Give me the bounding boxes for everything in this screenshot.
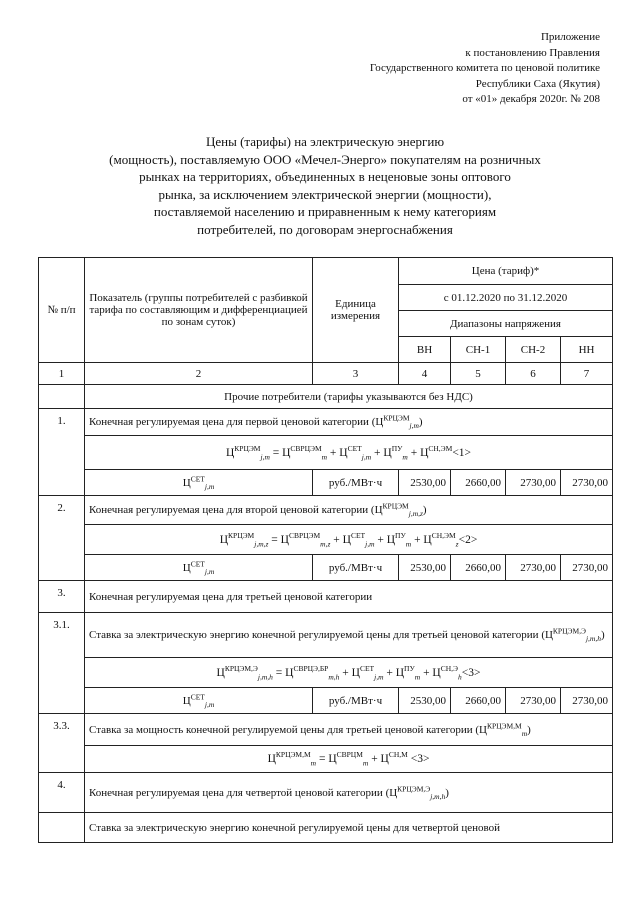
row-number: 3. [39, 581, 85, 613]
row-label-text: Ставка за мощность конечной регулируемой цены для третьей ценовой категории [89, 723, 473, 736]
header-ranges: Диапазоны напряжения [399, 311, 613, 337]
formula: $Ц^{КРЦЭМ,Э}_{j,m,h} = Ц^{СВРЦЭ,БР}_{m,h} + Ц^{СЕТ}_{j,m} + Ц^{ПУ}_m + Ц^{СН,Э}_h<3>$ [85, 658, 613, 688]
unit-cell: руб./МВт·ч [313, 470, 399, 496]
col-number: 7 [561, 363, 613, 385]
appendix-line: Государственного комитета по ценовой политике [369, 62, 600, 74]
header-unit: Единица измерения [313, 258, 399, 363]
header-period: с 01.12.2020 по 31.12.2020 [399, 285, 613, 311]
component-label: $Ц^{СЕТ}_{j,m}$ [85, 688, 313, 714]
row-number: 1. [39, 409, 85, 496]
unit-cell: руб./МВт·ч [313, 555, 399, 581]
row-label-text: Конечная регулируемая цена для второй ценовой категории [89, 504, 369, 516]
appendix-line: Республики Саха (Якутия) [475, 77, 600, 90]
value-nn: 2730,00 [561, 688, 613, 714]
col-number: 4 [399, 363, 451, 385]
row-label-text: Конечная регулируемая цена для четвертой ценовой категории [89, 786, 383, 799]
appendix-header [370, 30, 600, 108]
row-label: Ставка за электрическую энергию конечной регулируемой цены для третьей ценовой категории $(Ц^{КРЦЭМ,Э}_{j,m,h})$ [85, 613, 613, 658]
formula-ref: <1> [452, 446, 472, 459]
row-number: 3.1. [39, 613, 85, 714]
title-line: (мощность), поставляемую ООО «Мечел-Энерго» покупателям на розничных [109, 151, 541, 167]
section-empty-cell [39, 385, 85, 409]
title-line: Цены (тарифы) на электрическую энергию [205, 134, 445, 149]
col-number: 5 [451, 363, 506, 385]
unit-cell: руб./МВт·ч [313, 688, 399, 714]
component-label: $Ц^{СЕТ}_{j,m}$ [85, 555, 313, 581]
document-title [60, 133, 590, 238]
value-nn: 2730,00 [561, 555, 613, 581]
col-number: 3 [313, 363, 399, 385]
row-label: Конечная регулируемая цена для четвертой ценовой категории $(Ц^{КРЦЭМ,Э}_{j,m,h})$ [85, 773, 613, 813]
title-line: потребителей, по договорам энергоснабжения [197, 221, 453, 237]
row-label: Конечная регулируемая цена для второй ценовой категории $(Ц^{КРЦЭМ}_{j,m,z})$ [85, 496, 613, 525]
row-number: 4. [39, 773, 85, 813]
header-indicator: Показатель (группы потребителей с разбивкой тарифа по составляющим и дифференциацией по зонам суток) [85, 258, 313, 363]
header-vn: ВН [399, 337, 451, 363]
value-sn2: 2730,00 [506, 470, 561, 496]
appendix-line: Приложение [540, 31, 600, 43]
formula-ref: <3> [461, 666, 481, 679]
section-other-consumers: Прочие потребители (тарифы указываются без НДС) [85, 385, 613, 409]
row-label: Конечная регулируемая цена для первой ценовой категории $(Ц^{КРЦЭМ}_{j,m})$ [85, 409, 613, 436]
value-sn1: 2660,00 [451, 555, 506, 581]
formula: $Ц^{КРЦЭМ,М}_m = Ц^{СВРЦМ}_m + Ц^{СН,М} <3>$ [85, 746, 613, 773]
header-num: № п/п [39, 258, 85, 363]
formula-ref: <2> [458, 533, 478, 546]
title-line: рынка, за исключением электрической энергии (мощности), [158, 186, 492, 202]
row-label: Конечная регулируемая цена для третьей ценовой категории [85, 581, 613, 613]
header-sn2: СН-2 [506, 337, 561, 363]
value-sn2: 2730,00 [506, 688, 561, 714]
header-price: Цена (тариф)* [399, 258, 613, 285]
value-sn1: 2660,00 [451, 470, 506, 496]
value-nn: 2730,00 [561, 470, 613, 496]
value-sn2: 2730,00 [506, 555, 561, 581]
header-nn: НН [561, 337, 613, 363]
formula-ref: <3> [410, 753, 430, 765]
col-number: 1 [39, 363, 85, 385]
tariff-table [38, 257, 613, 843]
col-number: 2 [85, 363, 313, 385]
row-label-text: Ставка за электрическую энергию конечной регулируемой цены для третьей ценовой категории [89, 628, 539, 641]
row-label: Ставка за электрическую энергию конечной регулируемой цены для четвертой ценовой [85, 813, 613, 843]
value-vn: 2530,00 [399, 555, 451, 581]
appendix-line: от «01» декабря 2020г. № 208 [462, 93, 600, 105]
row-number-empty [39, 813, 85, 843]
value-sn1: 2660,00 [451, 688, 506, 714]
col-number: 6 [506, 363, 561, 385]
formula: $Ц^{КРЦЭМ}_{j,m,z} = Ц^{СВРЦЭМ}_{m,z} + Ц^{СЕТ}_{j,m} + Ц^{ПУ}_m + Ц^{СН,ЭМ}_z<2>$ [85, 525, 613, 555]
row-number: 2. [39, 496, 85, 581]
row-number: 3.3. [39, 714, 85, 773]
value-vn: 2530,00 [399, 688, 451, 714]
row-label-text: Конечная регулируемая цена для первой ценовой категории [89, 416, 369, 428]
formula: $Ц^{КРЦЭМ}_{j,m} = Ц^{СВРЦЭМ}_m + Ц^{СЕТ}_{j,m} + Ц^{ПУ}_m + Ц^{СН,ЭМ}<1>$ [85, 436, 613, 470]
value-vn: 2530,00 [399, 470, 451, 496]
row-label: Ставка за мощность конечной регулируемой цены для третьей ценовой категории $(Ц^{КРЦЭМ,М}_m)$ [85, 714, 613, 746]
appendix-line: к постановлению Правления [465, 46, 600, 59]
title-line: рынках на территориях, объединенных в неценовые зоны оптового [139, 169, 511, 184]
title-line: поставляемой населению и приравненным к нему категориям [153, 204, 497, 219]
header-sn1: СН-1 [451, 337, 506, 363]
component-label: $Ц^{СЕТ}_{j,m}$ [85, 470, 313, 496]
